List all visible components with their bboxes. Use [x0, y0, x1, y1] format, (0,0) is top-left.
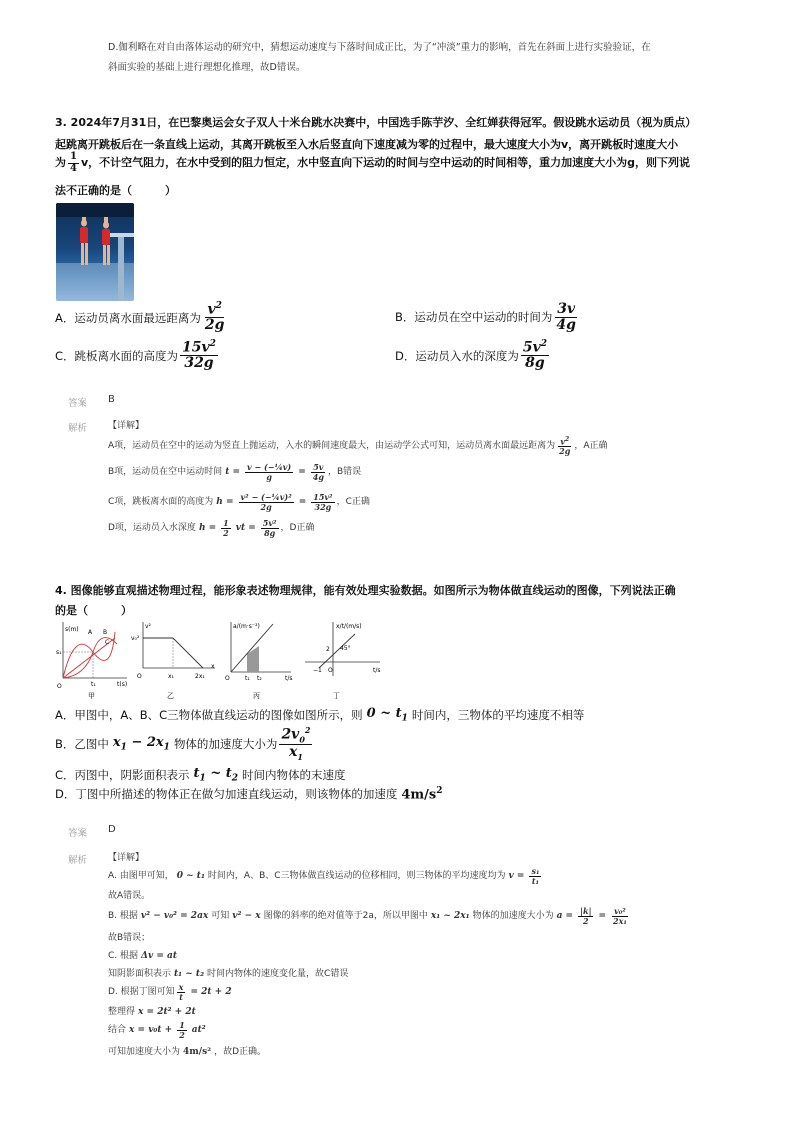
q3-sol-b-end: ，B错误: [327, 467, 362, 477]
q4-graphs: [55, 618, 385, 700]
frac-one-quarter: $\frac{1}{4}$: [70, 151, 77, 174]
q3-sol-c: C项，跳板离水面的高度为 h = $\frac{\text{v² − (−¼v)²}}{2g}$ = $\frac{\text{15v²}}{32g}$ ，C正确: [108, 492, 370, 512]
svg-text:O: O: [137, 673, 142, 680]
q3-sol-d-formula2: $\frac{\text{5v²}}{8g}$: [262, 518, 277, 538]
q4-option-b[interactable]: B．乙图中 $x_1 - 2x_1$ 物体的加速度大小为 $\frac{2v_0^2}{x_1}$: [55, 725, 311, 762]
q4-sol-3-mid: 可知: [211, 911, 230, 921]
q4-detail-tag: 【详解】: [108, 853, 145, 863]
q4-sol-7-formula: $\frac{x}{t}$: [178, 982, 184, 1002]
q3-line-1: 3. 2024年7月31日，在巴黎奥运会女子双人十米台跳水决赛中，中国选手陈芋汐、全红婵获得冠军。假设跳水运动员（视为质点）: [55, 116, 697, 129]
q4-sol-5-text: C. 根据: [108, 951, 139, 961]
q4-sol-6-text: 知阴影面积表示: [108, 969, 172, 979]
svg-text:t₂: t₂: [257, 675, 262, 682]
q4-option-b-end: 物体的加速度大小为: [173, 736, 278, 751]
svg-text:B: B: [103, 629, 108, 636]
q3-option-a-formula: $\frac{v^2}{2g}$: [204, 301, 225, 334]
q4-sol-8: 整理得 x = 2t² + 2t: [108, 1002, 199, 1022]
svg-text:2: 2: [326, 646, 330, 653]
q3-answer-label: 答案: [68, 398, 88, 409]
q3-line-4: 法不正确的是（ ）: [55, 184, 176, 197]
q3-sol-d: D项，运动员入水深度 h = $\frac{1}{2}$ vt = $\frac{\text{5v²}}{8g}$ ，D正确: [108, 518, 315, 538]
q4-sol-4: 故B错误；: [108, 933, 151, 943]
svg-text:C: C: [105, 639, 110, 646]
q3-option-c-label: C．跳板离水面的高度为: [55, 348, 179, 363]
q4-sol-7: D. 根据丁图可知 $\frac{x}{t}$ = 2t + 2: [108, 982, 232, 1002]
q4-sol-10-end: ，故D正确。: [214, 1047, 267, 1057]
q3-sol-a-text: A项，运动员在空中的运动为竖直上抛运动，入水的瞬间速度最大，由运动学公式可知，运动员离水面最远距离为: [108, 441, 556, 451]
q3-sol-a: [108, 436, 608, 456]
svg-text:a/(m·s⁻²): a/(m·s⁻²): [233, 623, 260, 630]
q3-line-2: 起跳离开跳板后在一条直线上运动，其离开跳板至入水后竖直向下速度减为零的过程中，最大速度大小为v，离开跳板时速度大小: [55, 138, 679, 151]
q4-sol-3-formula1: $\frac{|k|}{2}$: [580, 906, 592, 926]
q3-sol-c-formula1: $\frac{\text{v² − (−¼v)²}}{2g}$: [240, 492, 292, 512]
q3-sol-c-end: ，C正确: [336, 497, 370, 507]
q4-sol-7-text: D. 根据丁图可知: [108, 987, 175, 997]
svg-text:O: O: [328, 667, 333, 674]
q3-option-c-formula: $\frac{15v^2}{32g}$: [182, 339, 216, 372]
q4-option-a[interactable]: A．甲图中，A、B、C三物体做直线运动的图像如图所示，则 0 ~ $t_1$ 时间内，三物体的平均速度不相等: [55, 706, 585, 724]
svg-text:x: x: [211, 663, 215, 670]
q4-sol-9: 结合 x = v₀t + $\frac{1}{2}$ at²: [108, 1020, 206, 1040]
q3-detail-tag: 【详解】: [108, 421, 145, 431]
q4-sol-10-text: 可知加速度大小为: [108, 1047, 181, 1057]
q4-sol-3-text: B. 根据: [108, 911, 138, 921]
svg-text:x₁: x₁: [168, 673, 174, 680]
q4-option-c-label: C．丙图中，阴影面积表示: [55, 767, 190, 782]
q3-sol-b-formula1: $\frac{\text{v − (−¼v)}}{g}$: [247, 462, 292, 482]
svg-text:2x₁: 2x₁: [195, 673, 205, 680]
svg-text:t/s: t/s: [285, 675, 293, 682]
svg-text:t₁: t₁: [245, 675, 250, 682]
svg-text:A: A: [88, 629, 93, 636]
q4-line-1: 4. 图像能够直观描述物理过程，能形象表述物理规律，能有效处理实验数据。如图所示为物体做直线运动的图像，下列说法正确: [55, 584, 676, 597]
svg-text:v₀²: v₀²: [131, 635, 140, 642]
graph-jia: [56, 622, 127, 690]
q4-option-b-label: B．乙图中: [55, 736, 109, 751]
q4-sol-10: 可知加速度大小为 4m/s² ，故D正确。: [108, 1042, 266, 1062]
q4-sol-3-formula2: $\frac{\text{v₀²}}{\text{2x₁}}$: [613, 906, 627, 926]
svg-text:O: O: [57, 683, 62, 690]
q4-sol-1-formula: $\frac{\text{s₁}}{\text{t₁}}$: [531, 866, 540, 886]
q4-sol-2: 故A错误。: [108, 891, 151, 901]
q3-option-b-formula: $\frac{3v}{4g}$: [556, 301, 576, 333]
q4-sol-3-end: 物体的加速度大小为: [472, 911, 554, 921]
q4-line-2: 的是（ ）: [55, 604, 132, 617]
q3-sol-c-formula2: $\frac{\text{15v²}}{32g}$: [313, 492, 333, 512]
q4-analysis-label: 解析: [68, 855, 88, 866]
q4-sol-1: A. 由图甲可知， 0 ~ t₁ 时间内，A、B、C三物体做直线运动的位移相同，则三物体的平均速度均为 v = $\frac{\text{s₁}}{\text{t₁}}$: [108, 866, 540, 886]
prev-line-1: D.伽利略在对自由落体运动的研究中，猜想运动速度与下落时间成正比，为了“冲淡”重力的影响，首先在斜面上进行实验验证，在: [108, 42, 651, 53]
q3-sol-d-text: D项，运动员入水深度: [108, 523, 196, 533]
q4-sol-3-mid2: 图像的斜率的绝对值等于2a，所以甲图中: [263, 911, 428, 921]
q3-sol-b-text: B项，运动员在空中运动时间: [108, 467, 223, 477]
svg-text:x/t/(m/s): x/t/(m/s): [336, 623, 362, 630]
q3-sol-a-formula: $\frac{v^2}{2g}$: [559, 435, 571, 456]
q3-sol-b-formula2: $\frac{5v}{4g}$: [312, 462, 324, 482]
q3-sol-c-text: C项，跳板离水面的高度为: [108, 497, 214, 507]
q3-line-3a: 为: [55, 156, 66, 169]
graph-label-bing: 丙: [253, 692, 260, 700]
q4-option-d-label: D．丁图中所描述的物体正在做匀加速直线运动，则该物体的加速度: [55, 787, 398, 802]
svg-text:t/s: t/s: [373, 667, 381, 674]
graph-label-ding: 丁: [333, 692, 340, 700]
q4-option-c[interactable]: C．丙图中，阴影面积表示 $t_1$ ~ $t_2$ 时间内物体的末速度: [55, 766, 346, 784]
q3-option-a[interactable]: [55, 302, 228, 333]
graph-ding: [305, 622, 381, 676]
q3-option-c[interactable]: [55, 340, 220, 371]
q3-option-a-label: A．运动员离水面最远距离为: [55, 310, 201, 325]
q3-option-b-label: B．运动员在空中运动的时间为: [395, 310, 553, 325]
svg-text:45°: 45°: [340, 645, 351, 652]
diving-illustration: [56, 203, 134, 301]
q3-option-d-label: D．运动员入水的深度为: [395, 348, 519, 363]
q3-answer: B: [108, 394, 115, 405]
graph-label-yi: 乙: [167, 692, 174, 700]
q3-option-d-formula: $\frac{5v^2}{8g}$: [522, 339, 548, 372]
q4-option-a-end: 时间内，三物体的平均速度不相等: [411, 707, 585, 722]
diving-photo: [56, 203, 134, 301]
q3-sol-d-end: ，D正确: [280, 523, 315, 533]
graph-bing: [225, 622, 293, 682]
q4-option-a-label: A．甲图中，A、B、C三物体做直线运动的图像如图所示，则: [55, 707, 363, 722]
svg-text:s(m): s(m): [65, 626, 79, 633]
q4-sol-6-end: 时间内物体的速度变化量，故C错误: [207, 969, 349, 979]
q3-sol-a-end: ，A正确: [574, 441, 608, 451]
q4-sol-9-formula: $\frac{1}{2}$: [179, 1020, 185, 1040]
q4-sol-5: C. 根据 Δv = at: [108, 946, 180, 966]
q4-sol-9-text: 结合: [108, 1025, 127, 1035]
q4-option-d[interactable]: D．丁图中所描述的物体正在做匀加速直线运动，则该物体的加速度 $4m/s^2$: [55, 786, 443, 803]
q4-sol-1-text: A. 由图甲可知，: [108, 871, 174, 881]
prev-line-2: 斜面实验的基础上进行理想化推理，故D错误。: [108, 62, 306, 73]
graph-label-jia: 甲: [88, 692, 95, 700]
svg-text:t(s): t(s): [117, 681, 128, 688]
q3-sol-d-formula1: $\frac{1}{2}$: [223, 518, 229, 538]
svg-text:s₁: s₁: [56, 649, 62, 656]
q3-option-b[interactable]: [395, 302, 580, 332]
q3-line-3: [55, 152, 755, 174]
q4-sol-6: 知阴影面积表示 t₁ ~ t₂ 时间内物体的速度变化量，故C错误: [108, 964, 348, 984]
q3-analysis-label: 解析: [68, 423, 88, 434]
q3-line-3b: v，不计空气阻力，在水中受到的阻力恒定，水中竖直向下运动的时间与空中运动的时间相等，重力加速度大小为g，则下列说: [80, 156, 691, 169]
q4-answer: D: [108, 824, 116, 835]
q3-option-d[interactable]: [395, 340, 551, 371]
graph-yi: [131, 622, 215, 680]
q4-sol-3: B. 根据 v² − v₀² = 2ax 可知 v² − x 图像的斜率的绝对值等于2a，所以甲图中 x₁ ~ 2x₁ 物体的加速度大小为 a = $\frac{|k|}{2}$ = $\frac{\text{v₀²}}{\text{2x₁}}$: [108, 906, 627, 926]
svg-text:t₁: t₁: [91, 681, 96, 688]
q3-sol-b: B项，运动员在空中运动时间 t = $\frac{\text{v − (−¼v)}}{g}$ = $\frac{5v}{4g}$ ，B错误: [108, 462, 362, 482]
svg-text:v²: v²: [145, 623, 151, 630]
q4-answer-label: 答案: [68, 828, 88, 839]
q4-sol-8-text: 整理得: [108, 1007, 136, 1017]
q4-sol-1-end: 时间内，A、B、C三物体做直线运动的位移相同，则三物体的平均速度均为: [207, 871, 506, 881]
q4-option-c-end: 时间内物体的末速度: [242, 767, 346, 782]
svg-text:O: O: [225, 675, 230, 682]
q4-option-b-formula: $\frac{2v_0^2}{x_1}$: [281, 725, 311, 762]
svg-text:−1: −1: [313, 667, 322, 674]
